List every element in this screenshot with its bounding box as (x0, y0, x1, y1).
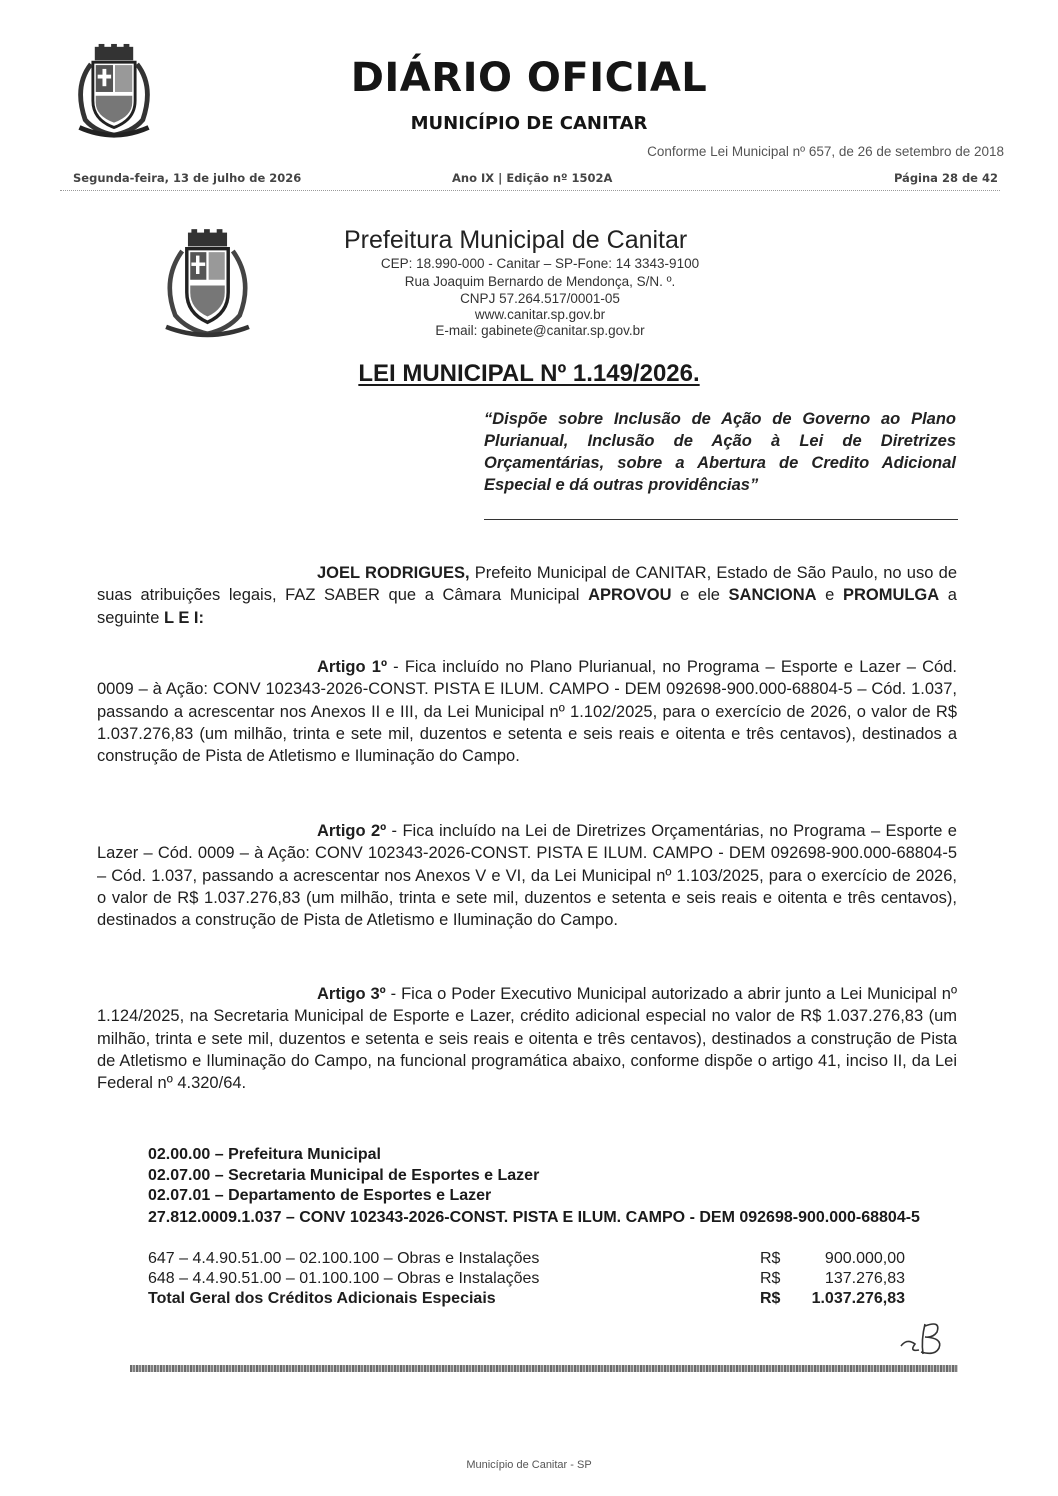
budget-total-currency: R$ (760, 1290, 781, 1307)
preamble-paragraph: JOEL RODRIGUES, Prefeito Municipal de CANITAR, Estado de São Paulo, no uso de suas atribuições legais, FAZ SABER que a Câmara Municipal APROVOU e ele SANCIONA e PROMULGA a seguinte L E I: (97, 564, 957, 627)
gazette-title: DIÁRIO OFICIAL (350, 55, 708, 101)
budget-row-currency: R$ (760, 1270, 781, 1287)
footer-divider (130, 1365, 958, 1372)
budget-total-amount: 1.037.276,83 (811, 1290, 905, 1307)
prefeitura-address-line: Rua Joaquim Bernardo de Mendonça, S/N. º. (404, 274, 676, 289)
budget-row-currency: R$ (760, 1250, 781, 1267)
prefeitura-coat-of-arms-icon (150, 228, 265, 343)
prefeitura-email: E-mail: gabinete@canitar.sp.gov.br (435, 323, 645, 338)
article-2: Artigo 2º - Fica incluído na Lei de Diretrizes Orçamentárias, no Programa – Esporte e Lazer – Cód. 0009 – à Ação: CONV 102343-2026-CONST. PISTA E ILUM. CAMPO - DEM 092698-900.000-68804-5 – Cód. 1.037, passando a acrescentar nos Anexos V e VI, da Lei Municipal nº 1.103/2025, para o exercício de 2026, o valor de R$ 1.037.276,83 (um milhão, trinta e sete mil, duzentos e setenta e seis reais e oitenta e três centavos), destinados a construção de Pista de Atletismo e Iluminação do Campo. (97, 822, 957, 930)
article-3: Artigo 3º - Fica o Poder Executivo Municipal autorizado a abrir junto a Lei Municipal nº 1.124/2025, na Secretaria Municipal de Esporte e Lazer, crédito adicional especial no valor de R$ 1.037.276,83 (um milhão, trinta e sete mil, duzentos e setenta e seis reais e oitenta e três centavos), destinados a construção de Pista de Atletismo e Iluminação do Campo, na funcional programática abaixo, conforme dispõe o artigo 41, inciso II, da Lei Federal nº 4.320/64. (97, 985, 957, 1093)
gazette-law-reference: Conforme Lei Municipal nº 657, de 26 de setembro de 2018 (647, 144, 1004, 159)
budget-row (148, 1250, 905, 1268)
budget-unit: 02.07.01 – Departamento de Esportes e Lazer (148, 1187, 492, 1204)
prefeitura-cnpj: CNPJ 57.264.517/0001-05 (460, 291, 620, 306)
budget-row (148, 1270, 905, 1288)
prefeitura-address-line: CEP: 18.990-000 - Canitar – SP-Fone: 14 3343-9100 (380, 256, 700, 271)
gazette-edition: Ano IX | Edição nº 1502A (452, 171, 613, 185)
article-1: Artigo 1º - Fica incluído no Plano Plurianual, no Programa – Esporte e Lazer – Cód. 0009 – à Ação: CONV 102343-2026-CONST. PISTA E ILUM. CAMPO - DEM 092698-900.000-68804-5 – Cód. 1.037, passando a acrescentar nos Anexos II e III, da Lei Municipal nº 1.102/2025, para o exercício de 2026, o valor de R$ 1.037.276,83 (um milhão, trinta e sete mil, duzentos e setenta e seis reais e oitenta e três centavos), destinados a construção de Pista de Atletismo e Iluminação do Campo. (97, 658, 957, 766)
law-title: LEI MUNICIPAL Nº 1.149/2026. (358, 360, 700, 387)
prefeitura-website: www.canitar.sp.gov.br (474, 307, 606, 322)
budget-program: 27.812.0009.1.037 – CONV 102343-2026-CONST. PISTA E ILUM. CAMPO - DEM 092698-900.000-68804-5 (148, 1209, 920, 1226)
gazette-page-number: Página 28 de 42 (893, 171, 998, 185)
budget-total-label: Total Geral dos Créditos Adicionais Especiais (148, 1290, 496, 1307)
gazette-subtitle: MUNICÍPIO DE CANITAR (410, 113, 648, 134)
ementa-underline (484, 519, 958, 520)
gazette-date: Segunda-feira, 13 de julho de 2026 (73, 171, 302, 185)
budget-total-row (148, 1290, 905, 1308)
prefeitura-name: Prefeitura Municipal de Canitar (344, 226, 688, 254)
budget-row-description: 648 – 4.4.90.51.00 – 01.100.100 – Obras e Instalações (148, 1270, 540, 1287)
budget-row-description: 647 – 4.4.90.51.00 – 02.100.100 – Obras e Instalações (148, 1250, 540, 1267)
page-footer: Município de Canitar - SP (466, 1459, 592, 1471)
budget-unit: 02.07.00 – Secretaria Municipal de Esportes e Lazer (148, 1167, 540, 1184)
budget-row-amount: 900.000,00 (824, 1250, 905, 1267)
law-ementa: “Dispõe sobre Inclusão de Ação de Governo ao Plano Plurianual, Inclusão de Ação à Lei de Diretrizes Orçamentárias, sobre a Abertura de Credito Adicional Especial e dá outras providências” (484, 410, 956, 494)
budget-row-amount: 137.276,83 (824, 1270, 905, 1287)
handwritten-initials (895, 1318, 955, 1358)
budget-unit: 02.00.00 – Prefeitura Municipal (148, 1146, 381, 1163)
header-divider (60, 190, 1000, 191)
